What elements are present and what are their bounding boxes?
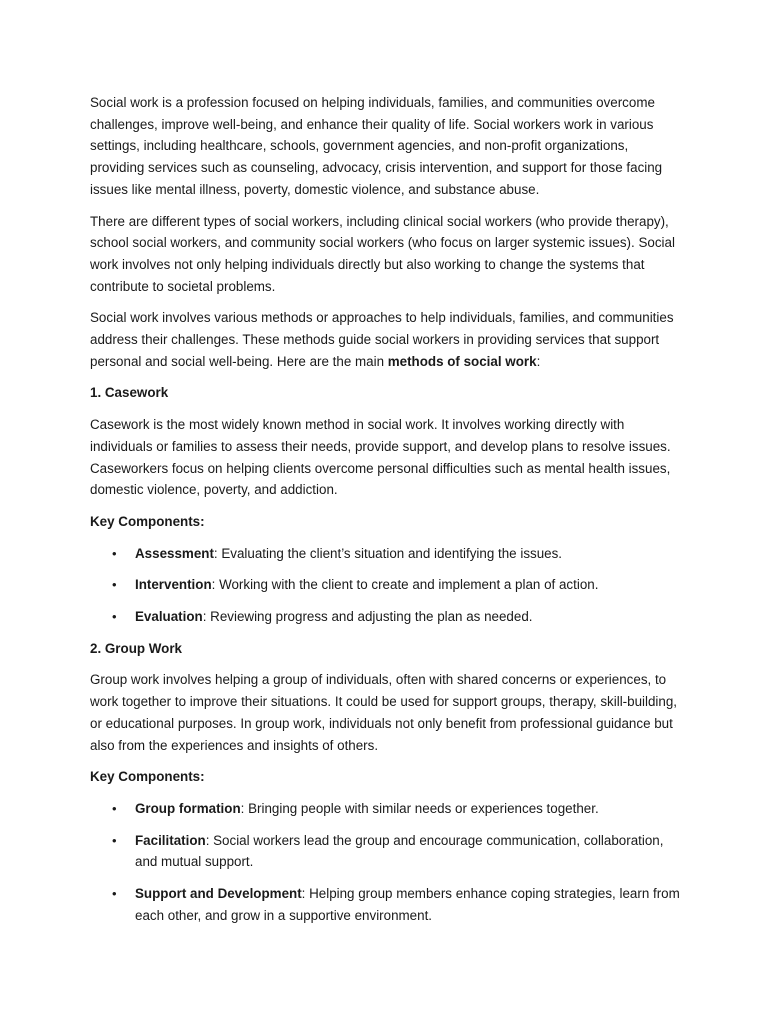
component-term: Assessment	[135, 545, 214, 561]
bullet-icon: •	[112, 609, 117, 625]
section-heading-casework: 1. Casework	[90, 385, 169, 401]
methods-intro-paragraph	[90, 307, 680, 372]
bullet-icon: •	[112, 886, 117, 902]
component-desc: : Evaluating the client’s situation and identifying the issues.	[213, 545, 563, 561]
list-item	[90, 543, 680, 565]
casework-key-components-heading: Key Components:	[90, 513, 205, 529]
methods-intro-suffix: :	[536, 353, 541, 369]
component-desc: : Working with the client to create and implement a plan of action.	[211, 577, 599, 593]
document-page	[90, 92, 680, 937]
methods-intro-bold: methods of social work	[387, 353, 537, 369]
component-desc: : Bringing people with similar needs or experiences together.	[240, 800, 599, 816]
group-work-key-components-heading: Key Components:	[90, 769, 205, 785]
component-desc: : Social workers lead the group and encourage communication, collaboration, and mutual support.	[135, 832, 664, 870]
intro-paragraph-1: Social work is a profession focused on helping individuals, families, and communities overcome challenges, improve well-being, and enhance their quality of life. Social workers work in various settings, including healthcare, schools, government agencies, and non-profit organizations, providing services such as counseling, advocacy, crisis intervention, and support for those facing issues like mental illness, poverty, domestic violence, and substance abuse.	[90, 95, 663, 197]
component-desc: : Helping group members enhance coping strategies, learn from each other, and grow in a supportive environment.	[135, 886, 680, 923]
component-term: Evaluation	[135, 609, 203, 625]
component-term: Intervention	[135, 577, 212, 593]
intro-paragraph-2: There are different types of social workers, including clinical social workers (who provide therapy), school social workers, and community social workers (who focus on larger systemic issues). Social work involves not only helping individuals directly but also working to change the systems that contribute to societal problems.	[90, 213, 675, 294]
list-item	[90, 606, 680, 628]
component-term: Facilitation	[135, 832, 206, 848]
section-heading-group-work: 2. Group Work	[90, 640, 183, 656]
component-term: Group formation	[135, 800, 241, 816]
list-item	[90, 798, 680, 820]
bullet-icon: •	[112, 577, 117, 593]
list-item	[90, 830, 680, 873]
component-term: Support and Development	[135, 886, 302, 902]
bullet-icon: •	[112, 800, 117, 816]
bullet-icon: •	[112, 832, 117, 848]
methods-intro-text: Social work involves various methods or approaches to help individuals, families, and communities address their challenges. These methods guide social workers in providing services that support personal and social well-being. Here are the main	[90, 310, 674, 369]
casework-components-list	[90, 543, 680, 628]
group-work-components-list	[90, 798, 680, 927]
group-work-paragraph: Group work involves helping a group of individuals, often with shared concerns or experiences, to work together to improve their situations. It could be used for support groups, therapy, skill-building, or educational purposes. In group work, individuals not only benefit from professional guidance but also from the experiences and insights of others.	[90, 672, 678, 753]
list-item	[90, 574, 680, 596]
casework-paragraph: Casework is the most widely known method in social work. It involves working directly with individuals or families to assess their needs, provide support, and develop plans to resolve issues. Caseworkers focus on helping clients overcome personal difficulties such as mental health issues, domestic violence, poverty, and addiction.	[90, 417, 671, 498]
list-item	[90, 883, 680, 926]
bullet-icon: •	[112, 545, 117, 561]
component-desc: : Reviewing progress and adjusting the plan as needed.	[202, 609, 533, 625]
